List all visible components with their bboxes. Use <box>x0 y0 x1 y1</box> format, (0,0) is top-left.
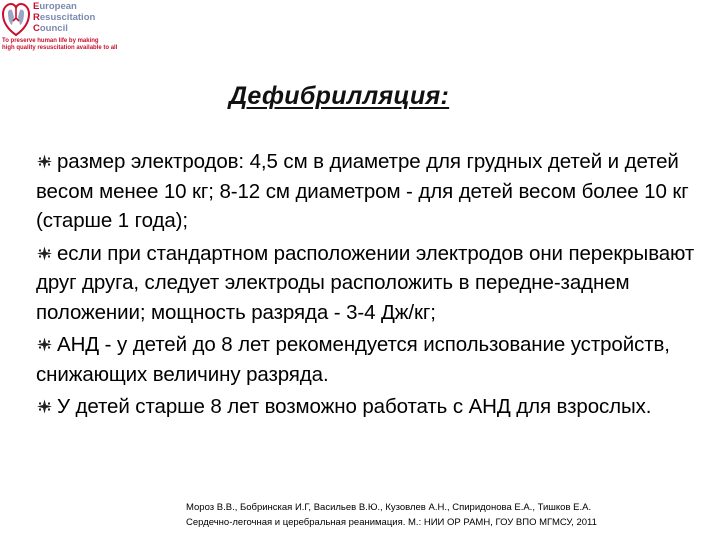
logo-tagline-line-1: To preserve human life by making <box>2 38 99 44</box>
citation-footer <box>186 500 597 530</box>
logo-tagline-line-2: high quality resuscitation available to all <box>2 44 118 51</box>
logo-tagline <box>2 38 124 51</box>
bullet-text: если при стандартном расположении электродов они перекрывают друг друга, следует электроды расположить в передне-заднем положении; мощность разряда - 3-4 Дж/кг; <box>36 241 695 324</box>
diamond-star-bullet-icon <box>36 337 53 352</box>
diamond-star-bullet-icon <box>36 154 53 169</box>
bullet-item <box>36 330 704 389</box>
diamond-star-bullet-icon <box>36 246 53 261</box>
bullet-text: У детей старше 8 лет возможно работать с АНД для взрослых. <box>57 395 652 418</box>
logo-word: Resuscitation <box>33 12 96 23</box>
heart-lungs-logo-icon <box>2 2 30 40</box>
bullet-item <box>36 147 704 236</box>
logo-word: Council <box>33 23 68 34</box>
bullet-list <box>36 147 704 425</box>
slide-title: Дефибрилляция: <box>229 82 450 110</box>
bullet-text: размер электродов: 4,5 см в диаметре для грудных детей и детей весом менее 10 кг; 8-12 см диаметром - для детей весом более 10 кг (старше 1 года); <box>36 150 689 232</box>
citation-source: Сердечно-легочная и церебральная реанимация. М.: НИИ ОР РАМН, ГОУ ВПО МГМСУ, 2011 <box>186 517 597 528</box>
bullet-item <box>36 239 704 328</box>
bullet-item <box>36 392 704 422</box>
logo-wordmark <box>33 1 95 34</box>
diamond-star-bullet-icon <box>36 399 53 414</box>
erc-logo <box>0 0 124 50</box>
citation-authors: Мороз В.В., Бобринская И.Г, Васильев В.Ю., Кузовлев А.Н., Спиридонова Е.А., Тишков Е.А. <box>186 502 592 513</box>
bullet-text: АНД - у детей до 8 лет рекомендуется использование устройств, снижающих величину разряда. <box>36 333 670 386</box>
logo-word: European <box>33 1 77 12</box>
